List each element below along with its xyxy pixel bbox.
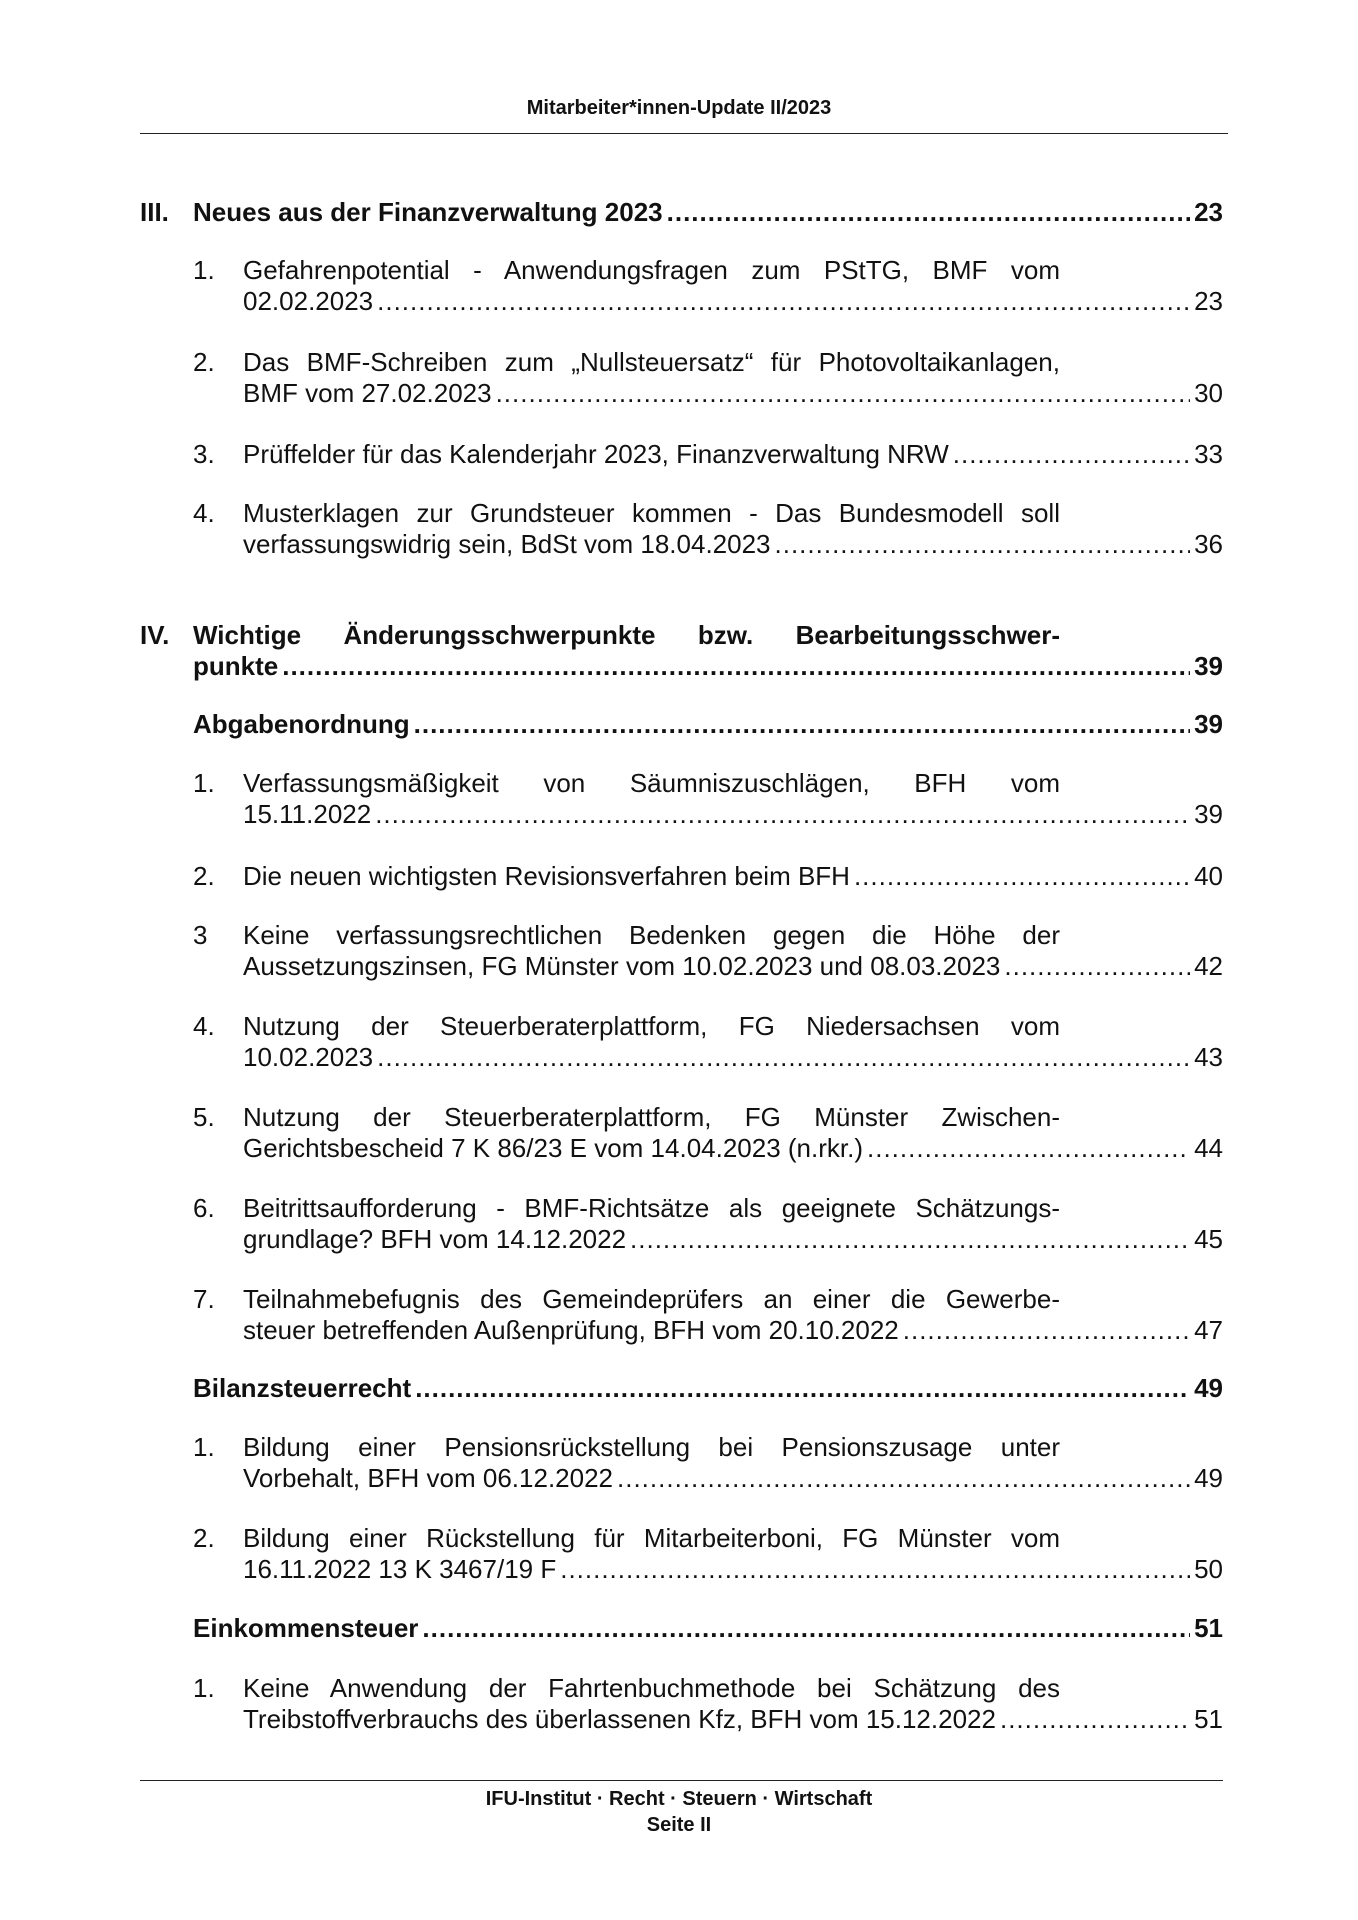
toc-page-number: 39 xyxy=(1194,651,1223,681)
toc-page-number: 42 xyxy=(1194,951,1223,981)
toc-item-number: 2. xyxy=(193,1523,215,1553)
toc-item-line: Bildung einer Pensionsrückstellung bei Pensionszusage unter xyxy=(243,1432,1060,1462)
toc-page-number: 43 xyxy=(1194,1042,1223,1072)
toc-page-number: 49 xyxy=(1194,1463,1223,1493)
toc-page-number: 36 xyxy=(1194,529,1223,559)
toc-item-line: 15.11.2022 xyxy=(243,799,372,829)
toc-leader-dots xyxy=(415,1373,1190,1404)
toc-leader-dots xyxy=(282,651,1190,682)
toc-page-number: 45 xyxy=(1194,1224,1223,1254)
toc-page-number: 23 xyxy=(1194,197,1223,227)
toc-leader-dots xyxy=(377,1042,1190,1073)
toc-item-line: Musterklagen zur Grundsteuer kommen - Das Bundesmodell soll xyxy=(243,498,1060,528)
toc-item-line: Vorbehalt, BFH vom 06.12.2022 xyxy=(243,1463,614,1493)
toc-item-line: Verfassungsmäßigkeit von Säumniszuschlägen, BFH vom xyxy=(243,768,1060,798)
toc-leader-dots xyxy=(560,1554,1190,1585)
toc-item-line: Prüffelder für das Kalenderjahr 2023, Finanzverwaltung NRW xyxy=(243,439,949,469)
toc-page-number: 40 xyxy=(1194,861,1223,891)
toc-item-line: Beitrittsaufforderung - BMF-Richtsätze als geeignete Schätzungs- xyxy=(243,1193,1060,1223)
toc-leader-dots xyxy=(1004,951,1190,982)
toc-section-label: Neues aus der Finanzverwaltung 2023 xyxy=(193,197,663,227)
toc-item-line: Aussetzungszinsen, FG Münster vom 10.02.2023 und 08.03.2023 xyxy=(243,951,1001,981)
toc-leader-dots xyxy=(496,378,1191,409)
footer-institute: IFU-Institut · Recht · Steuern · Wirtschaft xyxy=(485,1788,873,1810)
toc-item-line: BMF vom 27.02.2023 xyxy=(243,378,492,408)
toc-section-number: IV. xyxy=(140,620,170,650)
footer-page-number: Seite II xyxy=(646,1814,712,1836)
toc-page-number: 39 xyxy=(1194,799,1223,829)
toc-item-number: 4. xyxy=(193,1011,215,1041)
toc-page-number: 51 xyxy=(1194,1613,1223,1643)
toc-leader-dots xyxy=(617,1463,1190,1494)
toc-leader-dots xyxy=(422,1613,1190,1644)
header-divider xyxy=(140,133,1228,134)
toc-page-number: 44 xyxy=(1194,1133,1223,1163)
toc-item-line: Treibstoffverbrauchs des überlassenen Kfz, BFH vom 15.12.2022 xyxy=(243,1704,996,1734)
toc-item-line: steuer betreffenden Außenprüfung, BFH vom 20.10.2022 xyxy=(243,1315,899,1345)
toc-subsection-label: Bilanzsteuerrecht xyxy=(193,1373,412,1403)
toc-item-number: 4. xyxy=(193,498,215,528)
toc-item-line: Gefahrenpotential - Anwendungsfragen zum PStTG, BMF vom xyxy=(243,255,1060,285)
toc-leader-dots xyxy=(1000,1704,1190,1735)
toc-item-number: 1. xyxy=(193,255,215,285)
toc-item-number: 3 xyxy=(193,920,208,950)
page-header-title: Mitarbeiter*innen-Update II/2023 xyxy=(526,97,832,119)
toc-page-number: 51 xyxy=(1194,1704,1223,1734)
toc-item-line: Die neuen wichtigsten Revisionsverfahren beim BFH xyxy=(243,861,850,891)
toc-leader-dots xyxy=(630,1224,1190,1255)
toc-item-number: 1. xyxy=(193,1673,215,1703)
toc-page-number: 30 xyxy=(1194,378,1223,408)
toc-item-line: grundlage? BFH vom 14.12.2022 xyxy=(243,1224,627,1254)
toc-item-number: 2. xyxy=(193,861,215,891)
footer-divider xyxy=(140,1780,1223,1781)
toc-item-line: Bildung einer Rückstellung für Mitarbeiterboni, FG Münster vom xyxy=(243,1523,1060,1553)
toc-item-line: Das BMF-Schreiben zum „Nullsteuersatz“ für Photovoltaikanlagen, xyxy=(243,347,1060,377)
toc-item-number: 1. xyxy=(193,768,215,798)
toc-page-number: 33 xyxy=(1194,439,1223,469)
toc-item-line: Keine Anwendung der Fahrtenbuchmethode bei Schätzung des xyxy=(243,1673,1060,1703)
toc-page-number: 50 xyxy=(1194,1554,1223,1584)
toc-leader-dots xyxy=(867,1133,1190,1164)
toc-leader-dots xyxy=(775,529,1191,560)
toc-section-label: Wichtige Änderungsschwerpunkte bzw. Bearbeitungsschwer- xyxy=(193,620,1060,650)
toc-item-number: 3. xyxy=(193,439,215,469)
toc-section-label: punkte xyxy=(193,651,279,681)
toc-leader-dots xyxy=(667,197,1190,228)
toc-subsection-label: Abgabenordnung xyxy=(193,709,410,739)
toc-item-line: verfassungswidrig sein, BdSt vom 18.04.2023 xyxy=(243,529,771,559)
toc-item-line: Gerichtsbescheid 7 K 86/23 E vom 14.04.2023 (n.rkr.) xyxy=(243,1133,864,1163)
toc-item-line: Nutzung der Steuerberaterplattform, FG Münster Zwischen- xyxy=(243,1102,1060,1132)
toc-item-number: 5. xyxy=(193,1102,215,1132)
toc-page-number: 39 xyxy=(1194,709,1223,739)
toc-leader-dots xyxy=(414,709,1190,740)
toc-subsection-label: Einkommensteuer xyxy=(193,1613,419,1643)
toc-leader-dots xyxy=(377,286,1190,317)
toc-page-number: 47 xyxy=(1194,1315,1223,1345)
toc-page-number: 23 xyxy=(1194,286,1223,316)
toc-leader-dots xyxy=(375,799,1190,830)
toc-item-line: Nutzung der Steuerberaterplattform, FG Niedersachsen vom xyxy=(243,1011,1060,1041)
toc-leader-dots xyxy=(903,1315,1190,1346)
toc-item-line: 10.02.2023 xyxy=(243,1042,374,1072)
toc-section-number: III. xyxy=(140,197,169,227)
toc-item-line: Teilnahmebefugnis des Gemeindeprüfers an einer die Gewerbe- xyxy=(243,1284,1060,1314)
toc-leader-dots xyxy=(854,861,1190,892)
toc-item-number: 1. xyxy=(193,1432,215,1462)
toc-item-number: 7. xyxy=(193,1284,215,1314)
toc-page-number: 49 xyxy=(1194,1373,1223,1403)
toc-item-line: 02.02.2023 xyxy=(243,286,374,316)
toc-item-line: Keine verfassungsrechtlichen Bedenken gegen die Höhe der xyxy=(243,920,1060,950)
toc-item-number: 2. xyxy=(193,347,215,377)
toc-item-number: 6. xyxy=(193,1193,215,1223)
toc-leader-dots xyxy=(953,439,1190,470)
toc-item-line: 16.11.2022 13 K 3467/19 F xyxy=(243,1554,557,1584)
